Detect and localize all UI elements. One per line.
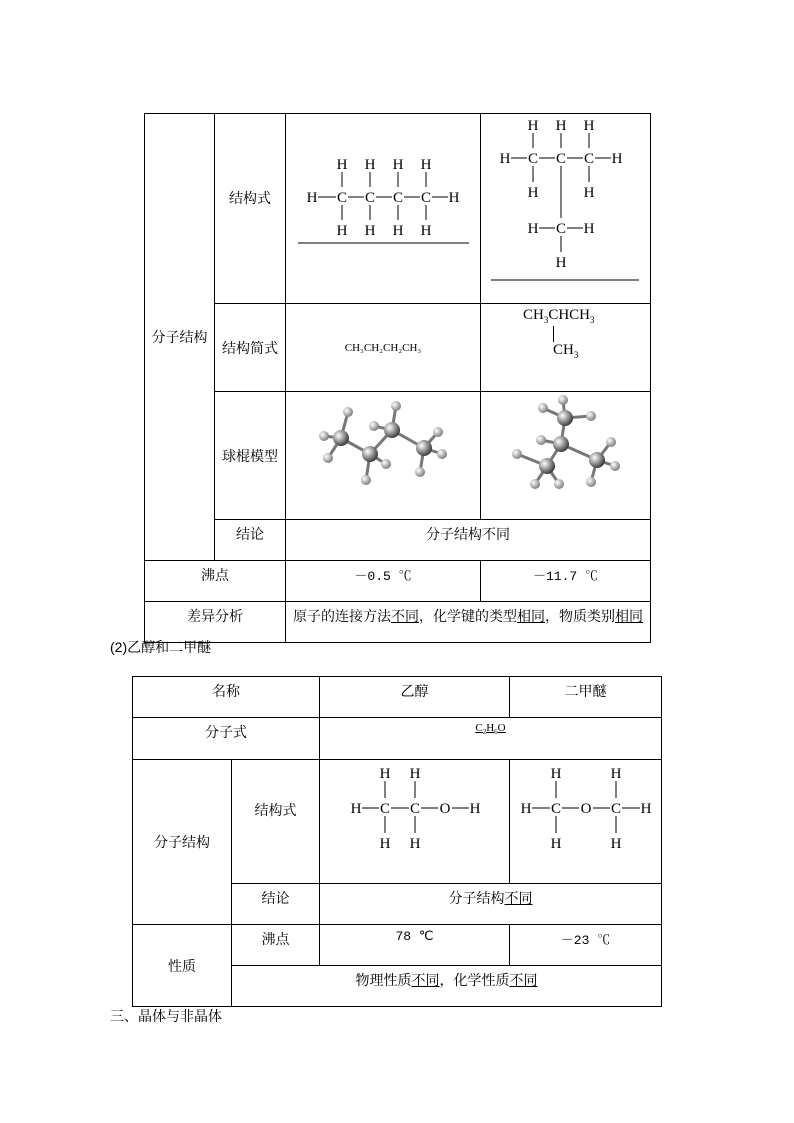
atom-o: O	[439, 801, 451, 817]
atom-h: H	[364, 223, 376, 239]
structural-formula-label-cell	[215, 114, 286, 304]
atom-h: H	[611, 151, 623, 167]
atom-c: C	[364, 190, 376, 206]
formula-sub: 3	[543, 315, 549, 325]
ether-structural-formula	[510, 760, 662, 880]
atom-h: H	[527, 185, 539, 201]
bond-lines	[298, 172, 469, 243]
butane-ball-stick-model	[286, 392, 481, 516]
property-label-cell	[133, 925, 232, 1007]
formula-value-cell	[320, 718, 662, 760]
atom-h: H	[555, 118, 567, 134]
conclusion-value-cell	[286, 520, 651, 561]
atom-h: H	[336, 223, 348, 239]
section-3-heading: 三、晶体与非晶体	[110, 1008, 222, 1024]
atom-c: C	[550, 801, 562, 817]
isomer-table-butane	[144, 113, 651, 643]
condensed-label-cell	[215, 304, 286, 392]
mol-structure-label-cell	[145, 114, 215, 561]
isobutane-condensed-cell	[481, 304, 651, 392]
atom-h: H	[306, 190, 318, 206]
mol-structure-label: 分子结构	[151, 329, 208, 345]
atom-c: C	[336, 190, 348, 206]
butane-bp-cell	[286, 561, 481, 602]
atom-h: H	[583, 118, 595, 134]
conclusion-blank: 不同	[504, 890, 533, 906]
structural-formula-label: 结构式	[229, 190, 271, 206]
property-text: ，化学性质	[439, 972, 510, 988]
atom-h: H	[448, 190, 460, 206]
atom-c: C	[583, 151, 595, 167]
atom-h: H	[420, 157, 432, 173]
name-label: 名称	[212, 683, 240, 699]
atom-h: H	[336, 157, 348, 173]
formula-part: CH	[553, 342, 574, 358]
boiling-point-label: 沸点	[201, 567, 229, 583]
atom-h: H	[469, 801, 481, 817]
formula-part: C	[475, 722, 483, 734]
atom-h: H	[379, 766, 391, 782]
ether-boiling-point: －23 ℃	[560, 933, 611, 948]
atom-h: H	[550, 766, 562, 782]
butane-structural-cell	[286, 114, 481, 304]
formula-part: O	[497, 722, 506, 734]
butane-boiling-point: －0.5 ℃	[354, 569, 412, 584]
boiling-label-cell	[145, 561, 286, 602]
boiling-label-cell	[232, 925, 320, 966]
boiling-point-label: 沸点	[261, 931, 290, 947]
atom-h: H	[350, 801, 362, 817]
atom-c: C	[392, 190, 404, 206]
atom-h: H	[555, 255, 567, 271]
atom-h: H	[527, 221, 539, 237]
isobutane-branch	[553, 342, 578, 360]
atom-c: C	[610, 801, 622, 817]
diff-text: ，化学键的类型	[419, 608, 517, 624]
atom-c: C	[420, 190, 432, 206]
atom-h: H	[520, 801, 532, 817]
atom-h: H	[640, 801, 652, 817]
conclusion-label: 结论	[236, 526, 264, 542]
mol-structure-label: 分子结构	[154, 834, 210, 850]
isobutane-structural-formula	[481, 114, 651, 300]
atom-h: H	[610, 766, 622, 782]
branch-bond	[553, 326, 554, 342]
name-label-cell	[133, 677, 320, 718]
molecular-formula	[475, 722, 506, 737]
atom-c: C	[555, 221, 567, 237]
atom-h: H	[409, 836, 421, 852]
structural-formula-label-cell	[232, 760, 320, 884]
atom-o: O	[580, 801, 592, 817]
formula-sub: 6	[494, 728, 498, 737]
formula-label-cell	[133, 718, 320, 760]
property-text: 物理性质	[355, 972, 412, 988]
formula-sub: 3	[590, 315, 595, 325]
isobutane-condensed-formula	[523, 307, 595, 325]
conclusion-value: 分子结构不同	[426, 526, 510, 542]
atom-h: H	[583, 185, 595, 201]
atom-h: H	[364, 157, 376, 173]
conclusion-label-cell	[215, 520, 286, 561]
structural-formula-label: 结构式	[254, 802, 297, 818]
conclusion-value-cell	[320, 884, 662, 925]
atom-c: C	[409, 801, 421, 817]
atom-h: H	[392, 223, 404, 239]
atom-h: H	[610, 836, 622, 852]
butane-model-cell	[286, 392, 481, 520]
condensed-formula-label: 结构简式	[222, 339, 278, 356]
isobutane-bp-cell	[481, 561, 651, 602]
diff-blank: 不同	[391, 608, 419, 624]
dimethyl-ether-name: 二甲醚	[564, 683, 607, 699]
conclusion-label: 结论	[261, 890, 290, 906]
ether-bp-cell	[510, 925, 662, 966]
ethanol-name: 乙醇	[400, 683, 429, 699]
formula-part: CHCH	[548, 307, 591, 323]
property-value-cell	[232, 966, 662, 1007]
section-2-heading: (2)乙醇和二甲醚	[110, 639, 212, 655]
formula-part: H	[486, 722, 495, 734]
ethanol-boiling-point: 78 ℃	[395, 929, 434, 944]
atom-c: C	[379, 801, 391, 817]
atom-h: H	[499, 151, 511, 167]
formula-part: CH	[523, 307, 544, 323]
property-label: 性质	[168, 957, 196, 974]
conclusion-label-cell	[232, 884, 320, 925]
mol-structure-label-cell	[133, 760, 232, 925]
diff-value-cell	[286, 602, 651, 643]
isomer-table-ethanol	[132, 676, 662, 1007]
ether-structural-cell	[510, 760, 662, 884]
conclusion-text: 分子结构	[448, 890, 505, 906]
diff-text: ，物质类别	[545, 608, 615, 624]
formula-sub: 3	[573, 350, 579, 360]
atom-h: H	[392, 157, 404, 173]
formula-sub: 2	[482, 728, 487, 737]
isobutane-boiling-point: －11.7 ℃	[532, 569, 598, 584]
ethanol-name-cell	[320, 677, 510, 718]
atom-h: H	[409, 766, 421, 782]
difference-analysis-label: 差异分析	[187, 608, 243, 624]
molecular-formula-label: 分子式	[205, 724, 247, 740]
ether-name-cell	[510, 677, 662, 718]
isobutane-ball-stick-model	[481, 392, 651, 516]
atom-h: H	[550, 836, 562, 852]
atom-h: H	[583, 221, 595, 237]
ball-stick-label: 球棍模型	[222, 447, 278, 464]
diff-blank: 相同	[615, 608, 643, 624]
isobutane-structural-cell	[481, 114, 651, 304]
ethanol-structural-formula	[320, 760, 510, 880]
property-blank: 不同	[411, 972, 440, 988]
ethanol-structural-cell	[320, 760, 510, 884]
ball-stick-label-cell	[215, 392, 286, 520]
atom-h: H	[527, 118, 539, 134]
atom-c: C	[555, 151, 567, 167]
butane-condensed-cell	[286, 304, 481, 392]
ethanol-bp-cell	[320, 925, 510, 966]
atom-h: H	[420, 223, 432, 239]
atom-h: H	[379, 836, 391, 852]
isobutane-model-cell	[481, 392, 651, 520]
atom-c: C	[527, 151, 539, 167]
diff-blank: 相同	[517, 608, 545, 624]
property-blank: 不同	[509, 972, 538, 988]
butane-structural-formula	[286, 114, 481, 300]
diff-text: 原子的连接方法	[293, 608, 391, 624]
butane-condensed-formula: CH₃CH₂CH₂CH₃	[344, 341, 422, 354]
